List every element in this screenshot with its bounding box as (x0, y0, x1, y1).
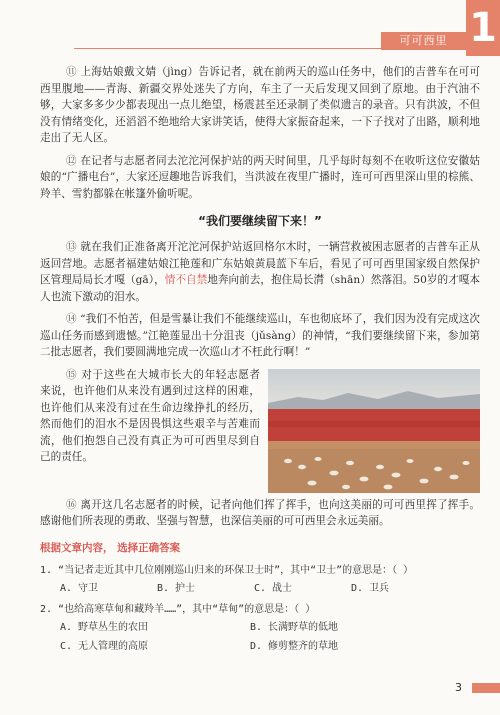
paragraph-text: “我们不怕苦，但是雪暴让我们不能继续巡山，车也彻底坏了，我们因为没有完成这次巡山任务而感到遗憾。”江艳莲显出十分沮丧（jǔsàng）的神情，“我们要继续留下来，参加第二批志愿者，我们要圆满地完成一次巡山才不枉此行啊！” (40, 313, 480, 358)
question-2-options (60, 618, 480, 652)
option-d[interactable]: D. 卫兵 (351, 582, 390, 594)
grassland-sheep-photo (268, 369, 480, 493)
paragraph-text: 在记者与志愿者同去沱沱河保护站的两天时间里，几乎每时每刻不在收听这位安徽姑娘的“广播电台”，大家还逗趣地告诉我们，当洪波在夜里广播时，连可可西里深山里的棕熊、羚羊、雪豹都躲在帐篷外偷听呢。 (40, 154, 481, 200)
photo-text-block (40, 367, 480, 497)
paragraph-text: 地奔向前去，抱住局长潸（shān）然落泪。50岁的才嘎本人也流下激动的泪水。 (40, 274, 480, 303)
chapter-badge: 1 (466, 0, 500, 56)
highlighted-phrase: 情不自禁 (164, 274, 208, 286)
paragraph-14 (40, 311, 480, 361)
question-2-stem: 2. “也给高寒草甸和藏羚羊……”，其中“草甸”的意思是：（ ） (40, 603, 316, 615)
section-heading: “我们要继续留下来！” (198, 214, 322, 228)
page-number: 3 (455, 681, 462, 694)
paragraph-number: ⑯ (66, 498, 77, 511)
header-rule (74, 48, 466, 49)
paragraph-11 (40, 64, 480, 147)
option-b[interactable]: B. 护士 (157, 582, 196, 594)
option-d[interactable]: D. 修剪整齐的草地 (250, 640, 339, 652)
paragraph-text: 对于这些在大城市长大的年轻志愿者来说，也许他们从来没有遇到过这样的困难，也许他们从来没有过在生命边缘挣扎的经历，然而他们的泪水不是因畏惧这些艰辛与苦难而流，他们抱怨自己没有真正为可可西里尽到自己的责任。 (40, 368, 261, 463)
question-1-stem: 1. “当记者走近其中几位刚刚巡山归来的环保卫士时”，其中“卫士”的意思是：（ ） (40, 564, 414, 576)
option-c[interactable]: C. 无人管理的高原 (60, 640, 149, 652)
paragraph-13 (40, 239, 480, 305)
paragraph-number: ⑭ (66, 313, 77, 325)
paragraph-text: 离开这几名志愿者的时候，记者向他们挥了挥手，也向这美丽的可可西里挥了挥手。感谢他们所表现的勇敢、坚强与智慧，也深信美丽的可可西里会永远美丽。 (40, 498, 481, 527)
paragraph-number: ⑮ (66, 368, 78, 381)
exercise-instruction: 根据文章内容， 选择正确答案 (40, 541, 181, 554)
question-1-options (60, 579, 480, 594)
option-c[interactable]: C. 战士 (254, 582, 293, 594)
paragraph-16 (40, 497, 480, 530)
article-body (40, 64, 480, 654)
paragraph-number: ⑬ (66, 241, 77, 253)
option-a[interactable]: A. 守卫 (60, 582, 99, 594)
paragraph-text: 就在我们正准备离开沱沱河保护站返回格尔木时，一辆营救被困志愿者的吉普车正从返回营地。志愿者福建姑娘江艳莲和广东姑娘黄晨蓝下车后，看见了可可西里国家级自然保护区管理局局长才嘎（gā）， (40, 241, 481, 286)
paragraph-text: 上海姑娘戴文婧（jìng）告诉记者，就在前两天的巡山任务中，他们的吉普车在可可西里腹地——青海、新疆交界处迷失了方向，车主了一天后发现又回到了原地。由于汽油不够，大家多多少少都表现出一点儿绝望，杨震甚至还录制了类似遗言的录音。只有洪波，不但没有情绪变化，还滔滔不绝地给大家讲笑话，使得大家振奋起来，一下子找对了出路，顺利地走出了无人区。 (40, 66, 481, 144)
option-a[interactable]: A. 野草丛生的农田 (60, 621, 149, 633)
page-number-bar (472, 683, 500, 693)
option-b[interactable]: B. 长满野草的低地 (250, 621, 339, 633)
section-tab-label: 可可西里 (381, 32, 466, 50)
landscape-illustration (268, 369, 480, 493)
paragraph-12 (40, 153, 480, 203)
paragraph-number: ⑫ (66, 154, 77, 167)
paragraph-number: ⑪ (66, 66, 77, 78)
